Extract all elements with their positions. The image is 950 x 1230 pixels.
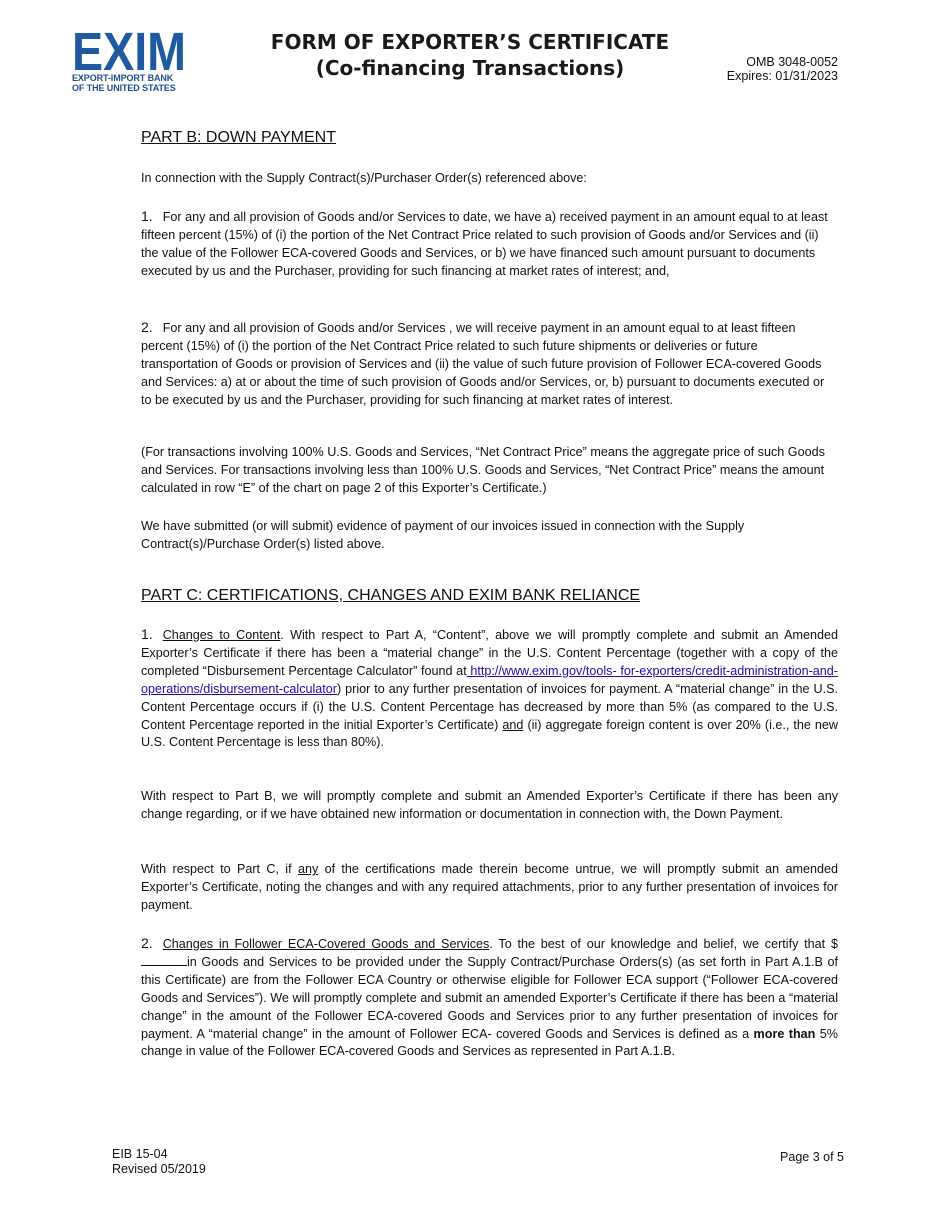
form-number: EIB 15-04 [112, 1147, 168, 1161]
footer-form-info [112, 1147, 206, 1177]
exim-logo [72, 26, 192, 93]
omb-number: OMB 3048-0052 [746, 55, 838, 69]
part-b-evidence-note: We have submitted (or will submit) evidence of payment of our invoices issued in connection with the Supply Contract(s)/Purchase Order(s) listed above. [141, 519, 745, 551]
svg-text:EXIM: EXIM [72, 26, 186, 72]
part-b-net-contract-note: (For transactions involving 100% U.S. Goods and Services, “Net Contract Price” means the aggregate price of such Goods and Services. For transactions involving less than 100% U.S. Goods and Services, “Net Contract Price” means the amount calculated in row “E” of the chart on page 2 of this Exporter’s Certificate.) [141, 445, 825, 495]
revised-date: Revised 05/2019 [112, 1162, 206, 1176]
form-title: FORM OF EXPORTER’S CERTIFICATE (Co-financing Transactions) [270, 30, 670, 80]
part-c-heading: PART C: CERTIFICATIONS, CHANGES AND EXIM BANK RELIANCE [141, 587, 641, 604]
part-c-part-c-changes: With respect to Part C, if any of the certifications made therein become untrue, we will promptly submit an amended Exporter’s Certificate, noting the changes and with any required attachments, prior to any further presentation of invoices for payment. [141, 862, 838, 912]
part-b-heading: PART B: DOWN PAYMENT [141, 129, 336, 146]
logo-subtitle: EXPORT-IMPORT BANK OF THE UNITED STATES [72, 73, 176, 93]
page-number: Page 3 of 5 [780, 1150, 844, 1164]
disbursement-calculator-link[interactable]: http://www.exim.gov/tools- for-exporters/credit-administration-and-operations/disbursement-calculator [141, 663, 838, 696]
part-b-item-2: 2. For any and all provision of Goods and/or Services , we will receive payment in an amount equal to at least fifteen percent (15%) of (i) the portion of the Net Contract Price related to such future shipments or deliveries or future transportation of Goods or provision of Services and (ii) the value of such future provision of Follower ECA-covered Goods and Services: a) at or about the time of such provision of Goods and/or Services, or, b) pursuant to documents executed or to be executed by us and the Purchaser, providing for such financing at market rates of interest. [141, 319, 825, 407]
part-b-intro: In connection with the Supply Contract(s)/Purchaser Order(s) referenced above: [141, 171, 587, 185]
part-c-item-2: 2. Changes in Follower ECA-Covered Goods and Services. To the best of our knowledge and belief, we certify that $in Goods and Services to be provided under the Supply Contract/Purchase Orders(s) (as set forth in Part A.1.B of this Certificate) are from the Follower ECA Country or otherwise eligible for Follower ECA support (“Follower ECA-covered Goods and Services”). We will promptly complete and submit an amended Exporter’s Certificate if there has been a “material change” in the amount of the Follower ECA-covered Goods and Services prior to any further presentation of invoices for payment. A “material change” in the amount of Follower ECA- covered Goods and Services is defined as a more than 5% change in value of the Follower ECA-covered Goods and Services as represented in Part A.1.B. [141, 935, 838, 1059]
omb-info [727, 55, 838, 83]
part-c-item-1: 1. Changes to Content. With respect to Part A, “Content”, above we will promptly complete and submit an Amended Exporter’s Certificate if there has been a “material change” in the U.S. Content Percentage (together with a copy of the completed “Disbursement Percentage Calculator” found at http://www.exim.gov/tools- for-exporters/credit-administration-and-operations/disbursement-calculator) prior to any further presentation of invoices for payment. A “material change” in the U.S. Content Percentage occurs if (i) the U.S. Content Percentage has decreased by more than 5% (as compared to the U.S. Content Percentage reported in the initial Exporter’s Certificate) and (ii) aggregate foreign content is over 20% (i.e., the new U.S. Content Percentage is less than 80%). [141, 626, 839, 750]
omb-expires: Expires: 01/31/2023 [726, 69, 838, 83]
part-c-part-b-changes: With respect to Part B, we will promptly complete and submit an Amended Exporter’s Certificate if there has been any change regarding, or if we have obtained new information or documentation in connection with, the Down Payment. [141, 789, 838, 821]
amount-blank-field[interactable] [141, 954, 187, 966]
part-b-item-1: 1. For any and all provision of Goods and/or Services to date, we have a) received payment in an amount equal to at least fifteen percent (15%) of (i) the portion of the Net Contract Price related to such provision of Goods and/or Services and (ii) the value of the Follower ECA-covered Goods and Services, or b) we have financed such amount pursuant to documents executed by us and the Purchaser, providing for such financing at market rates of interest; and, [141, 208, 828, 278]
changes-to-content-title: Changes to Content [162, 628, 281, 642]
exim-logo-mark [72, 26, 188, 72]
follower-eca-title: Changes in Follower ECA-Covered Goods and Services [162, 937, 490, 951]
